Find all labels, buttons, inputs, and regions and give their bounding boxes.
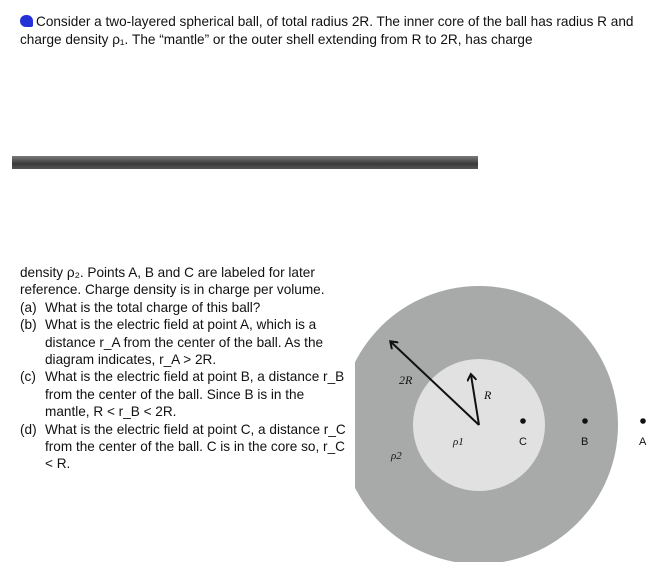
divider-bar — [12, 156, 478, 169]
question-label: (c) — [20, 369, 36, 385]
question-b — [20, 316, 350, 368]
core-density-label: ρ1 — [453, 436, 464, 448]
question-list — [20, 299, 350, 473]
outer-radius-label: 2R — [399, 373, 413, 387]
point-b-dot — [582, 418, 588, 424]
point-a-label: A — [639, 436, 647, 448]
bullet-icon — [20, 15, 33, 27]
question-text: What is the electric field at point A, which is a distance r_A from the center of the ball. As the diagram indicates, r_A > 2R. — [45, 317, 324, 368]
intro-paragraph — [20, 13, 650, 49]
point-c-label: C — [519, 436, 527, 448]
inner-radius-label: R — [484, 388, 492, 402]
problem-lead: density ρ₂. Points A, B and C are labeled for later reference. Charge density is in charge per volume. — [20, 265, 325, 298]
point-a-dot — [640, 418, 646, 424]
intro-text: Consider a two-layered spherical ball, of total radius 2R. The inner core of the ball has radius R and charge density ρ₁. The “mantle” or the outer shell extending from R to 2R, has charge — [20, 14, 634, 47]
question-c — [20, 368, 350, 420]
sphere-diagram — [355, 262, 660, 562]
mantle-density-label: ρ2 — [391, 450, 402, 462]
question-text: What is the electric field at point B, a distance r_B from the center of the ball. Since B is in the mantle, R < r_B < 2R. — [45, 369, 345, 420]
question-text: What is the electric field at point C, a distance r_C from the center of the ball. C is in the core so, r_C < R. — [45, 421, 346, 472]
point-c-dot — [520, 418, 526, 424]
point-b-label: B — [581, 436, 589, 448]
question-a — [20, 299, 350, 316]
problem-text — [20, 264, 350, 473]
question-label: (d) — [20, 421, 37, 437]
question-text: What is the total charge of this ball? — [45, 299, 261, 315]
question-d — [20, 421, 350, 473]
question-label: (a) — [20, 299, 37, 315]
question-label: (b) — [20, 317, 37, 333]
